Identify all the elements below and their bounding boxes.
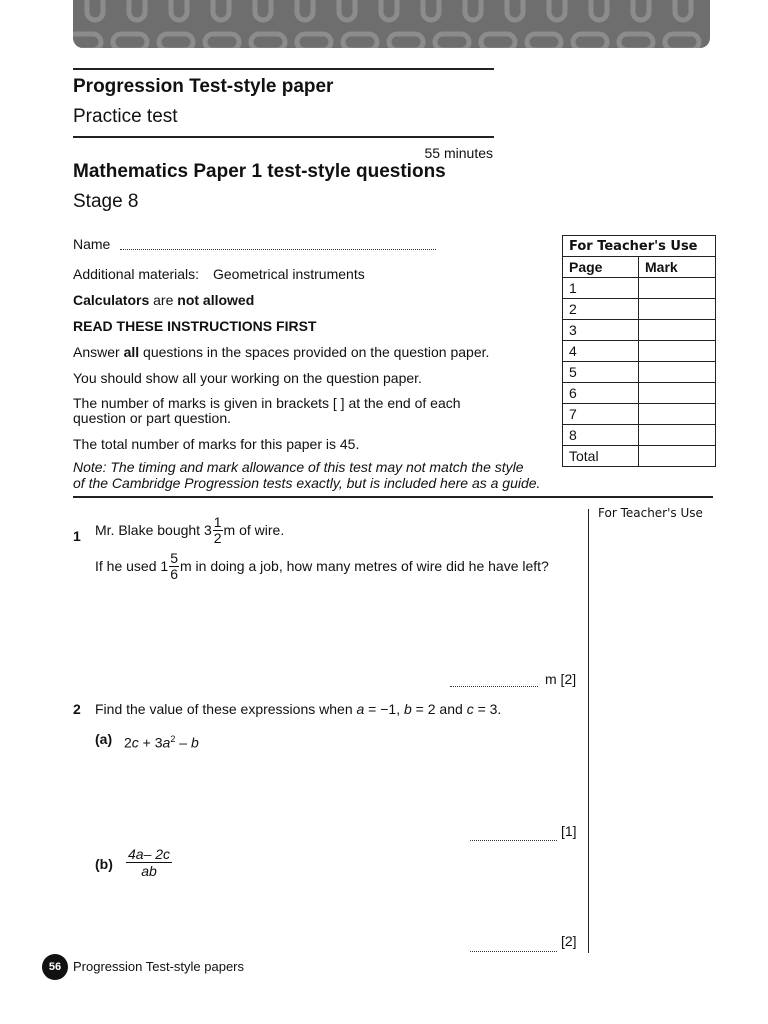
series-title: Progression Test-style paper <box>73 76 334 97</box>
variable-b: b <box>404 701 412 717</box>
variable-a: a <box>356 701 365 717</box>
mark-cell[interactable] <box>639 278 716 299</box>
mark-cell[interactable] <box>639 341 716 362</box>
numerator: 1 <box>213 514 222 530</box>
marks-q1: m [2] <box>545 671 577 687</box>
instruction-bold: all <box>123 344 140 360</box>
fraction-denominator: ab <box>141 863 157 879</box>
question-text: Find the value of these expressions when <box>95 701 357 717</box>
not-allowed-word: not allowed <box>177 292 255 308</box>
expr-var: a <box>162 734 171 751</box>
page-number-badge: 56 <box>42 954 68 980</box>
question-text: If he used <box>95 558 161 574</box>
calculators-word: Calculators <box>73 292 150 308</box>
decorative-header-band <box>73 0 710 48</box>
mixed-number-whole: 3 <box>203 522 212 538</box>
table-row <box>563 320 716 341</box>
mark-cell[interactable] <box>639 362 716 383</box>
margin-teacher-label: For Teacher's Use <box>598 506 703 520</box>
instruction-show-working: You should show all your working on the question paper. <box>73 370 422 386</box>
page-cell: 7 <box>563 404 639 425</box>
question-2-text <box>95 701 501 717</box>
part-b-fraction <box>126 846 172 880</box>
numerator: 5 <box>170 550 178 566</box>
table-header-row <box>563 257 716 278</box>
column-header-page: Page <box>563 257 639 278</box>
question-text: m in doing a job, how many metres of wire did he have left? <box>179 558 549 574</box>
section-divider <box>73 496 713 498</box>
expr-var: c <box>131 734 139 751</box>
duration-label: 55 minutes <box>424 145 493 161</box>
materials-label: Additional materials: <box>73 266 200 282</box>
page-cell: 2 <box>563 299 639 320</box>
question-number: 1 <box>73 528 81 544</box>
pattern-graphic <box>73 0 710 48</box>
table-row <box>563 341 716 362</box>
instructions-heading: READ THESE INSTRUCTIONS FIRST <box>73 318 317 334</box>
question-text: Mr. Blake bought <box>95 522 204 538</box>
expr-var: b <box>190 734 199 751</box>
table-row <box>563 446 716 467</box>
note-line1: Note: The timing and mark allowance of this test may not match the style <box>73 459 524 475</box>
page-cell: 1 <box>563 278 639 299</box>
note-line2: of the Cambridge Progression tests exactly, but is included here as a guide. <box>73 475 541 491</box>
value-c: = 3. <box>473 701 502 717</box>
instruction-text: questions in the spaces provided on the question paper. <box>139 344 490 360</box>
answer-line-q2a[interactable] <box>470 840 557 841</box>
page-cell: 3 <box>563 320 639 341</box>
question-1-line1 <box>95 515 284 546</box>
fraction-five-sixths <box>169 551 179 582</box>
value-b: = 2 and <box>411 701 467 717</box>
header-rule-top <box>73 68 494 70</box>
answer-line-q2b[interactable] <box>470 951 557 952</box>
denominator: 2 <box>213 530 222 546</box>
table-row <box>563 362 716 383</box>
expr-exponent: 2 <box>170 734 176 744</box>
mark-cell[interactable] <box>639 299 716 320</box>
table-row <box>563 299 716 320</box>
fraction-one-half <box>213 515 223 546</box>
practice-subtitle: Practice test <box>73 106 178 127</box>
instruction-text: Answer <box>73 344 124 360</box>
part-a-label: (a) <box>95 731 113 747</box>
column-header-mark: Mark <box>639 257 716 278</box>
denominator: 6 <box>170 566 178 582</box>
mark-cell[interactable] <box>639 425 716 446</box>
calculator-rule <box>73 292 254 308</box>
value-a: = −1, <box>364 701 404 717</box>
calculators-connector: are <box>149 292 178 308</box>
mark-cell[interactable] <box>639 446 716 467</box>
page-cell: 6 <box>563 383 639 404</box>
answer-line-q1[interactable] <box>450 686 538 687</box>
table-row <box>563 404 716 425</box>
mark-cell[interactable] <box>639 320 716 341</box>
instruction-marks-line1: The number of marks is given in brackets [ ] at the end of each <box>73 395 461 411</box>
question-text: m of wire. <box>223 522 285 538</box>
instruction-marks-line2: question or part question. <box>73 410 231 426</box>
name-field[interactable] <box>120 249 436 250</box>
header-rule-bottom <box>73 136 494 138</box>
materials-value: Geometrical instruments <box>213 266 365 282</box>
stage-label: Stage 8 <box>73 191 139 212</box>
question-number: 2 <box>73 701 81 717</box>
name-label: Name <box>73 236 111 252</box>
question-1-line2 <box>95 551 549 582</box>
table-row <box>563 383 716 404</box>
teacher-use-table <box>562 235 716 467</box>
part-b-label: (b) <box>95 856 113 872</box>
mark-cell[interactable] <box>639 383 716 404</box>
fraction-numerator: 4a– 2c <box>128 846 171 862</box>
mark-cell[interactable] <box>639 404 716 425</box>
instruction-answer-all <box>73 344 489 360</box>
table-title: For Teacher's Use <box>563 236 716 257</box>
instruction-total-marks: The total number of marks for this paper is 45. <box>73 436 360 452</box>
page-cell: 4 <box>563 341 639 362</box>
marks-q2b: [2] <box>561 933 577 949</box>
variable-c: c <box>466 701 474 717</box>
paper-title: Mathematics Paper 1 test-style questions <box>73 161 446 182</box>
mixed-number-whole: 1 <box>160 558 169 574</box>
margin-rule <box>588 509 589 953</box>
expr-text: + 3 <box>138 734 163 751</box>
part-a-expression <box>124 731 199 751</box>
table-title-row <box>563 236 716 257</box>
expr-text: 2 <box>124 734 132 751</box>
table-row <box>563 425 716 446</box>
marks-q2a: [1] <box>561 823 577 839</box>
page-cell: 5 <box>563 362 639 383</box>
table-row <box>563 278 716 299</box>
page-cell: Total <box>563 446 639 467</box>
expr-text: – <box>175 734 191 751</box>
page-cell: 8 <box>563 425 639 446</box>
footer-text: Progression Test-style papers <box>73 959 245 974</box>
